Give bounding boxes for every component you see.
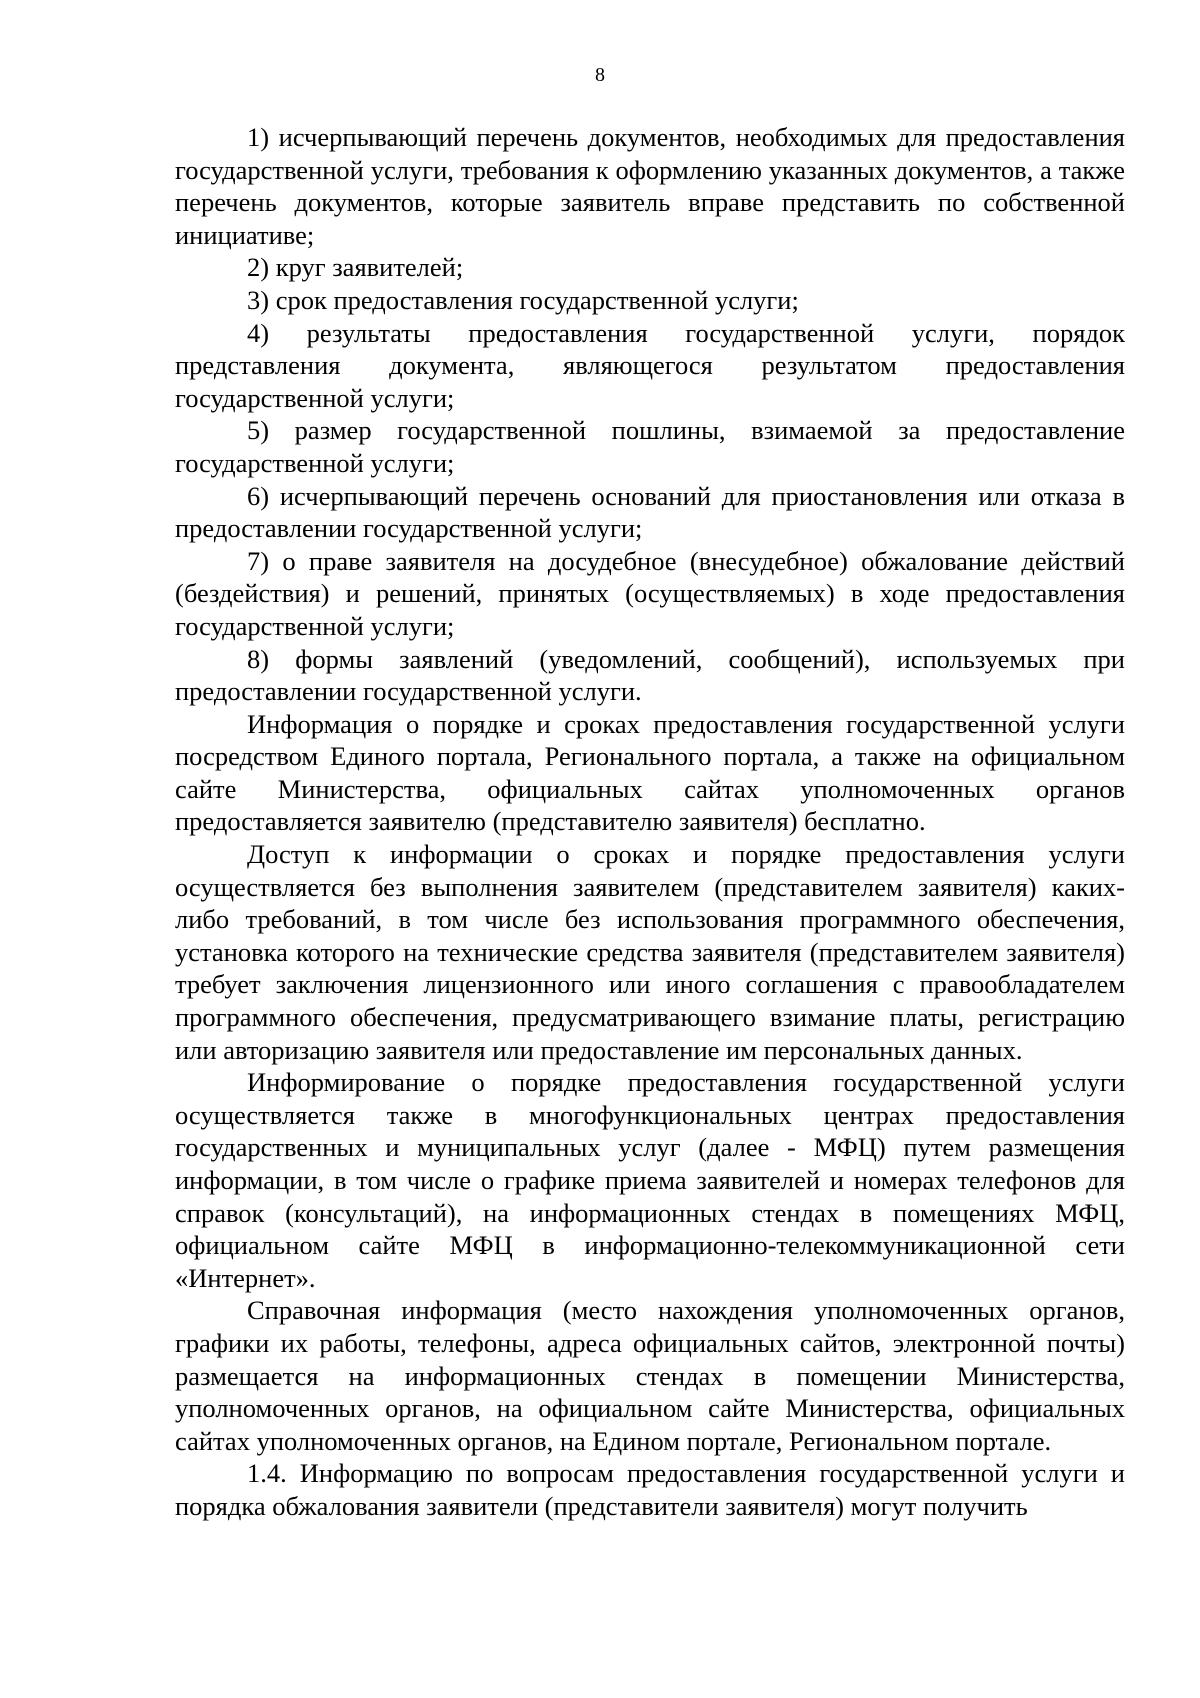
paragraph-mfc-informing: Информирование о порядке предоставления государственной услуги осуществляется также в многофункциональных центрах предоставления государственных и муниципальных услуг (далее - МФЦ) путем размещения информации, в том числе о графике приема заявителей и номерах телефонов для справок (консультаций), на информационных стендах в помещениях МФЦ, официальном сайте МФЦ в информационно-телекоммуникационной сети «Интернет». (175, 1067, 1125, 1293)
paragraph-list-item-6: 6) исчерпывающий перечень оснований для приостановления или отказа в предоставлении государственной услуги; (175, 480, 1125, 544)
paragraph-section-1-4: 1.4. Информацию по вопросам предоставления государственной услуги и порядка обжалования заявители (представители заявителя) могут получить (175, 1458, 1125, 1521)
paragraph-list-item-1: 1) исчерпывающий перечень документов, необходимых для предоставления государственной услуги, требования к оформлению указанных документов, а также перечень документов, которые заявитель вправе представить по собственной инициативе; (175, 122, 1125, 250)
paragraph-info-free-access: Информация о порядке и сроках предоставления государственной услуги посредством Единого портала, Регионального портала, а также на официальном сайте Министерства, официальных сайтах уполномоченных органов предоставляется заявителю (представителю заявителя) бесплатно. (175, 708, 1125, 837)
paragraph-reference-info: Справочная информация (место нахождения уполномоченных органов, графики их работы, телефоны, адреса официальных сайтов, электронной почты) размещается на информационных стендах в помещении Министерства, уполномоченных органов, на официальном сайте Министерства, официальных сайтах уполномоченных органов, на Едином портале, Региональном портале. (175, 1295, 1125, 1456)
paragraph-list-item-2: 2) круг заявителей; (247, 252, 464, 283)
page-number: 8 (595, 64, 605, 86)
paragraph-access-requirements: Доступ к информации о сроках и порядке предоставления услуги осуществляется без выполнения заявителем (представителем заявителя) каких-либо требований, в том числе без использования программного обеспечения, установка которого на технические средства заявителя (представителем заявителя) требует заключения лицензионного или иного соглашения с правообладателем программного обеспечения, предусматривающего взимание платы, регистрацию или авторизацию заявителя или предоставление им персональных данных. (175, 839, 1125, 1065)
paragraph-list-item-8: 8) формы заявлений (уведомлений, сообщений), используемых при предоставлении государственной услуги. (175, 643, 1125, 707)
paragraph-list-item-7: 7) о праве заявителя на досудебное (внесудебное) обжалование действий (бездействия) и решений, принятых (осуществляемых) в ходе предоставления государственной услуги; (175, 545, 1125, 641)
document-body (175, 121, 1125, 1523)
paragraph-list-item-4: 4) результаты предоставления государственной услуги, порядок представления документа, являющегося результатом предоставления государственной услуги; (175, 317, 1125, 413)
paragraph-list-item-3: 3) срок предоставления государственной услуги; (247, 284, 799, 315)
paragraph-list-item-5: 5) размер государственной пошлины, взимаемой за предоставление государственной услуги; (175, 415, 1125, 478)
